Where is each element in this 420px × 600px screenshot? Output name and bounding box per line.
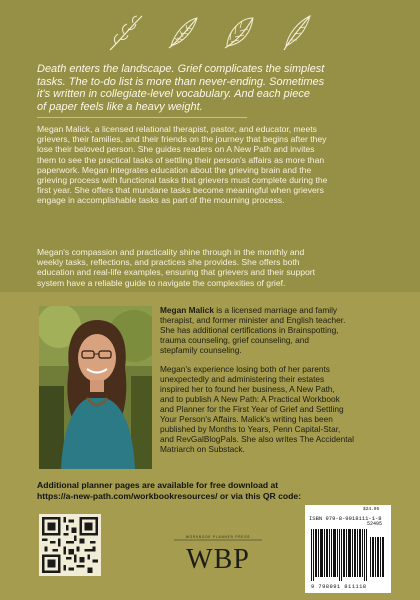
leaf-icon <box>219 12 259 54</box>
spacer <box>160 355 390 364</box>
price-addon: 52495 <box>367 521 383 527</box>
download-text: Additional planner pages are available for free download at <box>37 480 279 490</box>
quote-line: tasks. The to-do list is more than never-ending. Sometimes <box>37 75 325 88</box>
quote-line: Death enters the landscape. Grief complicates the simplest <box>37 63 325 75</box>
text-line: system have a reliable guide to navigate the complexities of grief. <box>37 277 286 288</box>
text-line: inspired her to found her business, A New Path, <box>160 384 335 394</box>
author-photo <box>39 306 152 469</box>
text-line: and to publish A New Path: A Practical Workbook <box>160 394 340 404</box>
author-name: Megan Malick <box>160 305 214 315</box>
leaf-icon <box>163 12 203 54</box>
text-line: grieving process with functional tasks that grievers must complete during the <box>37 175 328 186</box>
publisher-monogram: WBP <box>186 544 250 575</box>
text-line: and RevGalBlogPals. She also writes The Accidental <box>160 434 355 444</box>
description-paragraph-2 <box>37 247 383 288</box>
text-line: engage in accomplishable tasks as part of the mourning process. <box>37 195 285 206</box>
quote-line: of paper feels like a heavy weight. <box>37 100 203 113</box>
author-bio <box>160 305 390 454</box>
text-line: She has additional certifications in Brainspotting, <box>160 325 339 335</box>
text-line: unexpectedly and administering their estates <box>160 374 325 384</box>
barcode-digits: 9 798991 811118 <box>311 583 367 590</box>
leaf-ornaments <box>106 12 316 54</box>
text-line: Megan Malick, a licensed relational therapist, pastor, and educator, meets <box>37 124 317 134</box>
author-portrait <box>39 306 152 469</box>
publisher-tagline: WORKBOOK PLANNER PRESS <box>185 535 251 539</box>
quote-line: it's written in collegiate-level vocabulary. And each piece <box>37 88 310 100</box>
text-line: first year. She offers that mundane tasks become meaningful when grievers <box>37 185 324 196</box>
text-line: Your Person's Affairs. Malick's writing has been <box>160 414 333 424</box>
text-line: lose their beloved person. She guides readers on A New Path and invites <box>37 144 315 155</box>
text-line: Matriarch on Substack. <box>160 444 245 454</box>
text-line: therapist, and former minister and English teacher. <box>160 315 346 325</box>
barcode-bars <box>309 523 387 581</box>
text-line: trauma counseling, grief counseling, and <box>160 335 309 345</box>
text-line: them to see the practical tasks of settling their person's affairs as more than <box>37 154 325 165</box>
price: $24.95 <box>363 507 380 512</box>
text-line: is a licensed marriage and family <box>213 305 338 315</box>
text-line: paperwork. Megan integrates education about the grieving brain and the <box>37 164 312 175</box>
text-line: Megan's compassion and practicality shine through in the monthly and <box>37 247 305 257</box>
text-line: stepfamily counseling. <box>160 345 242 355</box>
text-line: weekly tasks, reflections, and practices she provides. She offers both <box>37 257 300 268</box>
leaf-icon <box>276 12 316 54</box>
download-note <box>37 480 387 501</box>
leaf-icon <box>106 12 146 54</box>
isbn-barcode <box>305 505 391 593</box>
text-line: Megan's experience losing both of her parents <box>160 364 330 374</box>
pull-quote <box>37 63 387 113</box>
text-line: education and real-life examples, ensuring that grievers and their support <box>37 267 316 278</box>
divider <box>37 117 247 118</box>
description-paragraph-1 <box>37 124 383 206</box>
resource-link[interactable]: https://a-new-path.com/workbookresources/ <box>37 490 218 501</box>
publisher-logo <box>170 528 266 576</box>
isbn-text: ISBN 979-8-9918111-1-8 <box>309 515 382 522</box>
text-line: and Planner for the First Year of Grief and Settling <box>160 404 344 414</box>
download-text: or via this QR code: <box>217 490 302 501</box>
text-line: grievers, their families, and their friends on the journey that begins after they <box>37 134 327 145</box>
text-line: published by Months to Years, Penn Capital-Star, <box>160 424 341 434</box>
qr-code <box>39 514 101 576</box>
